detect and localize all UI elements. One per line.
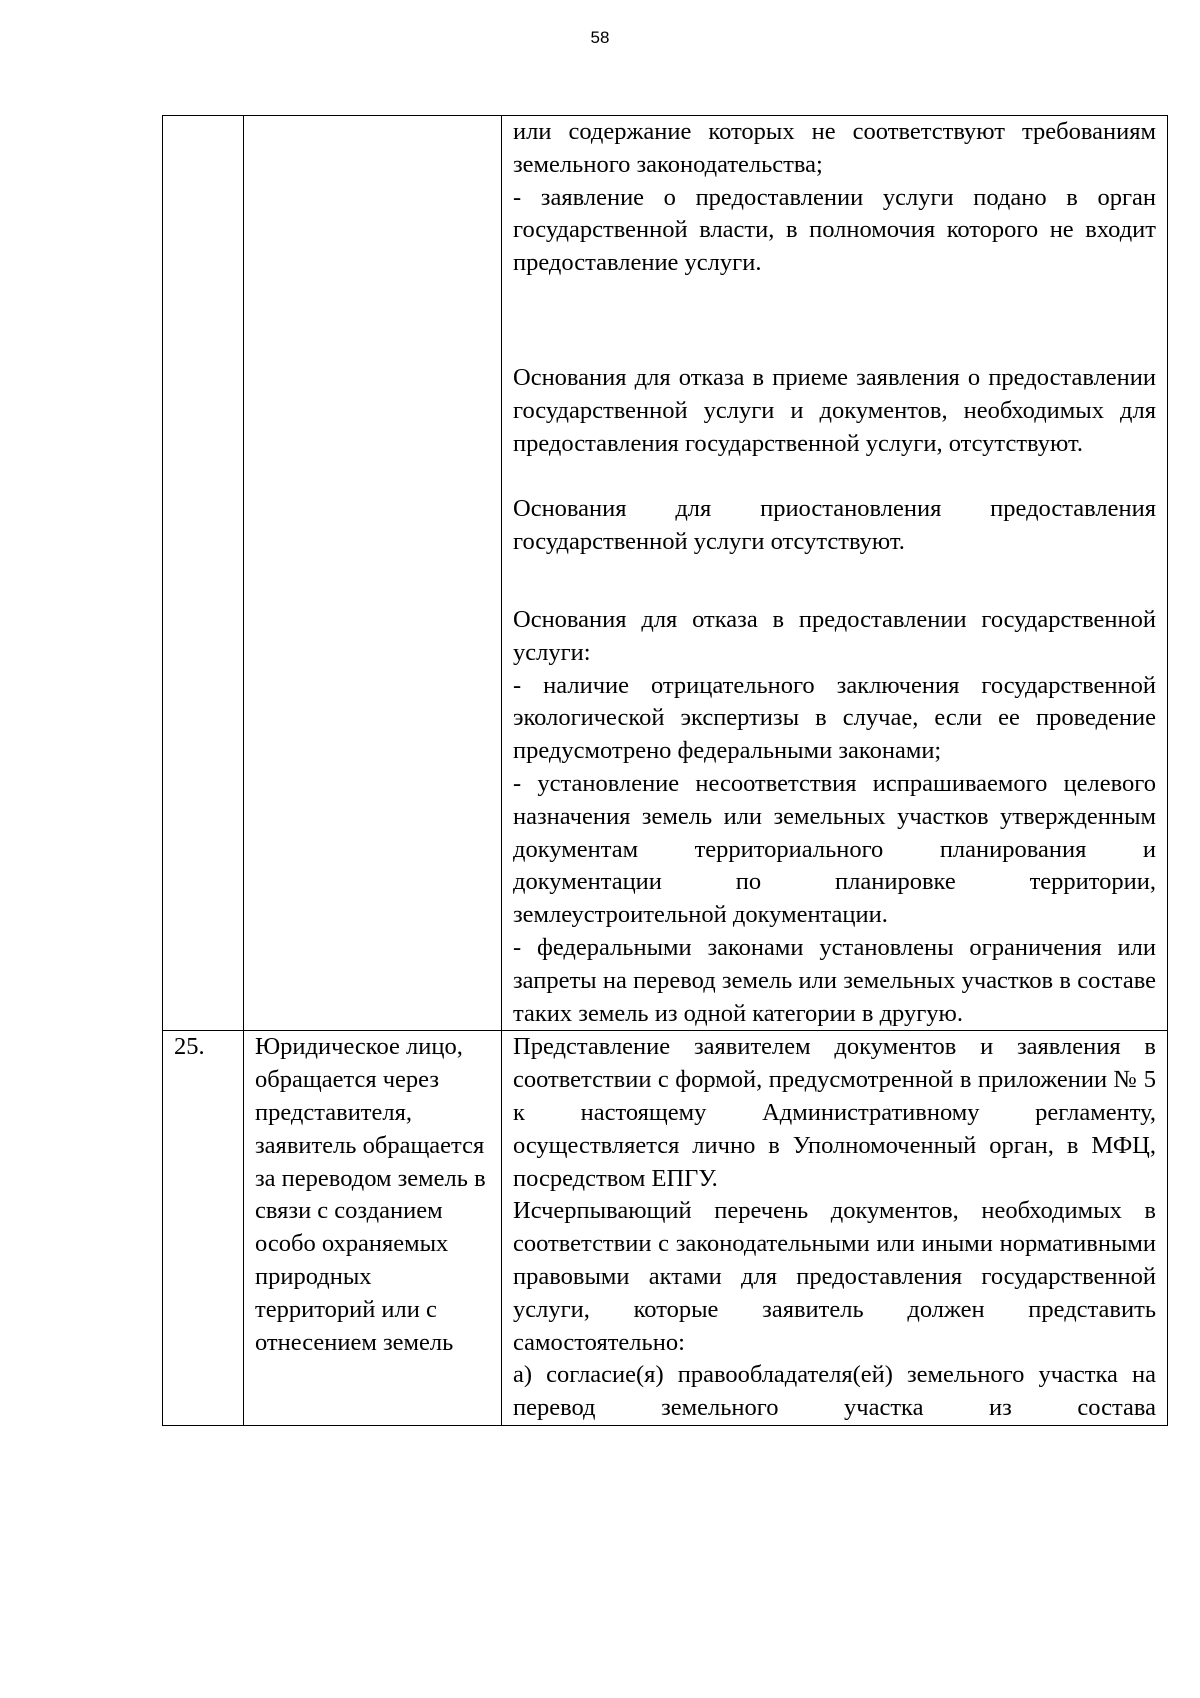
text-paragraph: а) согласие(я) правообладателя(ей) земельного участка на перевод земельного участка из состава: [513, 1361, 1156, 1422]
page-number: 58: [590, 28, 610, 47]
spacer: [513, 559, 1156, 604]
text-paragraph: или содержание которых не соответствуют требованиям земельного законодательства;: [513, 118, 1156, 178]
text-paragraph: Основания для приостановления предоставления государственной услуги отсутствуют.: [513, 495, 1156, 556]
table-row: [163, 1031, 1168, 1426]
table-row: [163, 116, 1168, 1031]
text-paragraph: Исчерпывающий перечень документов, необходимых в соответствии с законодательными или иными нормативными правовыми актами для предоставления государственной услуги, которые заявитель должен представить самостоятельно:: [513, 1197, 1156, 1356]
text-paragraph: Основания для отказа в предоставлении государственной услуги:: [513, 605, 1156, 666]
applicant-category-cell: [244, 116, 502, 1031]
row-number-cell: 25.: [163, 1031, 244, 1426]
applicant-category-cell: Юридическое лицо, обращается через представителя, заявитель обращается за переводом земель в связи с созданием особо охраняемых природных территорий или с отнесением земель: [244, 1031, 502, 1426]
row-number-cell: [163, 116, 244, 1031]
spacer: [513, 460, 1156, 493]
description-cell: [502, 116, 1168, 1031]
description-cell: [502, 1031, 1168, 1426]
document-table: [162, 115, 1168, 1426]
spacer: [513, 280, 1156, 362]
text-paragraph: - установление несоответствия испрашиваемого целевого назначения земель или земельных участков утвержденным документам территориального планирования и документации по планировке территории, землеустроительной документации.: [513, 769, 1156, 929]
text-paragraph: - заявление о предоставлении услуги подано в орган государственной власти, в полномочия которого не входит предоставление услуги.: [513, 183, 1156, 277]
text-paragraph: - наличие отрицательного заключения государственной экологической экспертизы в случае, если ее проведение предусмотрено федеральными законами;: [513, 671, 1156, 765]
text-paragraph: - федеральными законами установлены ограничения или запреты на перевод земель или земельных участков в составе таких земель из одной категории в другую.: [513, 933, 1156, 1027]
text-paragraph: Представление заявителем документов и заявления в соответствии с формой, предусмотренной в приложении № 5 к настоящему Административному регламенту, осуществляется лично в Уполномоченный орган, в МФЦ, посредством ЕПГУ.: [513, 1033, 1156, 1192]
text-paragraph: Основания для отказа в приеме заявления о предоставлении государственной услуги и документов, необходимых для предоставления государственной услуги, отсутствуют.: [513, 363, 1156, 457]
